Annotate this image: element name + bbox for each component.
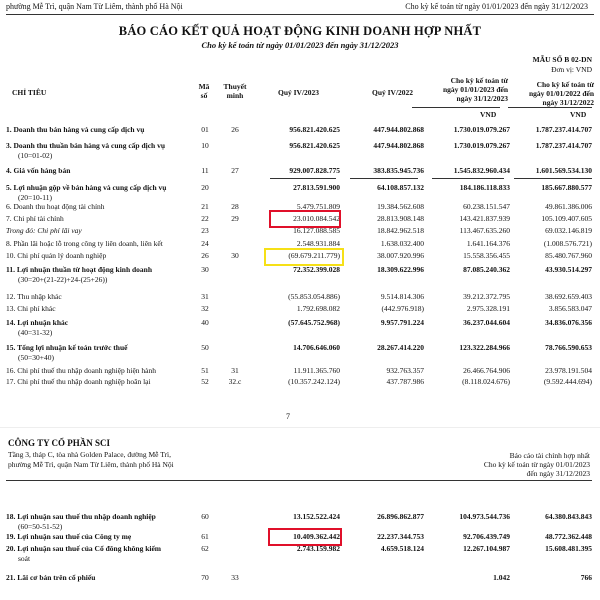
row-code: 70 — [201, 573, 209, 582]
row-q4-2022: 28.267.414.220 — [377, 343, 424, 352]
subtotal-rule — [514, 178, 592, 179]
row-label: 7. Chi phí tài chính — [6, 214, 64, 223]
unit-vnd-1: VND — [480, 110, 497, 119]
subtotal-rule — [432, 178, 504, 179]
header-rule-2 — [6, 480, 592, 481]
table-row — [6, 318, 592, 338]
row-code: 10 — [201, 141, 209, 150]
row-label: 17. Chi phí thuế thu nhập doanh nghiệp hoãn lại — [6, 377, 151, 386]
col-ytd-2022 — [502, 80, 594, 107]
row-ytd-2023: 1.641.164.376 — [466, 239, 510, 248]
row-q4-2023: 956.821.420.625 — [289, 141, 340, 150]
row-q4-2022: 932.763.357 — [386, 366, 424, 375]
row-q4-2023: 14.706.646.060 — [293, 343, 340, 352]
row-code: 51 — [201, 366, 209, 375]
row-q4-2022: 447.944.802.868 — [373, 125, 424, 134]
row-note: 26 — [231, 125, 239, 134]
address-line1: Tầng 3, tháp C, tòa nhà Golden Palace, đường Mễ Trì, — [8, 450, 172, 459]
row-ytd-2022: 3.856.583.047 — [548, 304, 592, 313]
row-label-formula: (40=31-32) — [18, 328, 53, 337]
row-ytd-2023: (8.118.024.676) — [462, 377, 510, 386]
row-label: 8. Phần lãi hoặc lỗ trong công ty liên doanh, liên kết — [6, 239, 163, 248]
row-code: 11 — [201, 166, 209, 175]
row-q4-2023: 13.152.522.424 — [293, 512, 340, 521]
row-note: 31 — [231, 366, 239, 375]
form-unit: Đơn vị: VND — [551, 65, 592, 74]
company-address — [8, 450, 268, 470]
row-q4-2023: 2.548.931.884 — [296, 239, 340, 248]
row-q4-2023: 956.821.420.625 — [289, 125, 340, 134]
row-label: Trong đó: Chi phí lãi vay — [6, 226, 82, 235]
row-q4-2023: 2.743.159.982 — [296, 544, 340, 553]
report-info — [484, 451, 590, 478]
row-q4-2023: 1.792.698.082 — [296, 304, 340, 313]
page-header — [6, 2, 594, 14]
header-address: phường Mễ Trì, quận Nam Từ Liêm, thành phố Hà Nội — [6, 2, 183, 11]
row-q4-2023: 929.007.828.775 — [289, 166, 340, 175]
row-note: 28 — [231, 202, 239, 211]
row-label: 10. Chi phí quản lý doanh nghiệp — [6, 251, 107, 260]
table-row — [6, 343, 592, 363]
row-q4-2022: 437.787.986 — [386, 377, 424, 386]
table-row — [6, 377, 592, 397]
row-ytd-2023: 123.322.284.966 — [459, 343, 510, 352]
row-q4-2022: 64.108.857.132 — [377, 183, 424, 192]
header-rule — [6, 14, 594, 15]
row-ytd-2022: 766 — [580, 573, 592, 582]
row-label: 20. Lợi nhuận sau thuế của Cổ đông không kiểm — [6, 544, 162, 553]
row-ytd-2023: 92.706.439.749 — [463, 532, 510, 541]
col-q4-2022: Quý IV/2022 — [372, 88, 414, 97]
subtotal-rule — [270, 178, 336, 179]
col-thuyet-minh-line2: minh — [226, 91, 244, 100]
col-ytd-2023-line3: ngày 31/12/2023 — [456, 94, 508, 103]
col-ytd-2022-line1: Cho kỳ kế toán từ — [536, 80, 594, 89]
col-ytd-2022-line3: ngày 31/12/2022 — [542, 98, 594, 107]
report-title: BÁO CÁO KẾT QUẢ HOẠT ĐỘNG KINH DOANH HỢP NHẤT — [118, 24, 482, 38]
row-q4-2023: (10.357.242.124) — [288, 377, 340, 386]
row-label-formula: (60=50-51-52) — [18, 522, 63, 531]
company-name: CÔNG TY CỔ PHẦN SCI — [8, 438, 111, 448]
row-ytd-2023: 15.558.356.455 — [463, 251, 510, 260]
row-label: 15. Tổng lợi nhuận kế toán trước thuế — [6, 343, 128, 352]
page-separator — [0, 427, 600, 428]
row-note: 27 — [231, 166, 239, 175]
row-ytd-2022: 105.109.407.605 — [541, 214, 592, 223]
row-label: 19. Lợi nhuận sau thuế của Công ty mẹ — [6, 532, 132, 541]
row-ytd-2022: 85.480.767.960 — [545, 251, 592, 260]
row-label: 21. Lãi cơ bản trên cổ phiếu — [6, 573, 96, 582]
row-ytd-2022: 34.836.076.356 — [545, 318, 592, 327]
row-code: 24 — [201, 239, 209, 248]
report-info-line1: Báo cáo tài chính hợp nhất — [509, 451, 590, 460]
row-ytd-2023: 113.467.635.260 — [459, 226, 510, 235]
row-ytd-2023: 60.238.151.547 — [463, 202, 510, 211]
row-ytd-2022: 78.766.590.653 — [545, 343, 592, 352]
row-q4-2023: 72.352.399.028 — [293, 265, 340, 274]
row-ytd-2023: 36.237.044.604 — [463, 318, 510, 327]
row-q4-2022: 9.957.791.224 — [380, 318, 424, 327]
row-label: 16. Chi phí thuế thu nhập doanh nghiệp hiện hành — [6, 366, 156, 375]
row-q4-2022: 18.842.962.518 — [377, 226, 424, 235]
row-ytd-2023: 104.973.544.736 — [459, 512, 510, 521]
row-q4-2022: 26.896.862.877 — [377, 512, 424, 521]
col-thuyet-minh-line1: Thuyết — [223, 82, 247, 91]
table-header — [6, 76, 592, 116]
row-code: 61 — [201, 532, 209, 541]
form-code: MẪU SỐ B 02-DN — [532, 55, 592, 64]
row-q4-2023: 5.479.751.809 — [296, 202, 340, 211]
row-ytd-2022: 48.772.362.448 — [545, 532, 592, 541]
row-code: 30 — [201, 265, 209, 274]
report-info-line3: đến ngày 31/12/2023 — [526, 469, 590, 478]
col-ma-so-line2: số — [200, 91, 208, 100]
report-subtitle: Cho kỳ kế toán từ ngày 01/01/2023 đến ngày 31/12/2023 — [201, 40, 399, 50]
row-ytd-2022: 185.667.880.577 — [541, 183, 592, 192]
row-ytd-2023: 1.730.019.079.267 — [453, 125, 510, 134]
row-q4-2022: 18.309.622.996 — [377, 265, 424, 274]
row-q4-2022: 1.638.032.400 — [380, 239, 424, 248]
row-q4-2023: 10.409.362.442 — [293, 532, 340, 541]
row-ytd-2022: 15.608.481.395 — [545, 544, 592, 553]
row-label: 5. Lợi nhuận gộp về bán hàng và cung cấp dịch vụ — [6, 183, 167, 192]
col-ytd-2023-line1: Cho kỳ kế toán từ — [450, 76, 508, 85]
row-ytd-2023: 12.267.104.987 — [463, 544, 510, 553]
row-ytd-2022: 69.032.146.819 — [545, 226, 592, 235]
row-label: 13. Chi phí khác — [6, 304, 56, 313]
row-note: 33 — [231, 573, 239, 582]
table-row — [6, 544, 592, 564]
row-q4-2022: 447.944.802.868 — [373, 141, 424, 150]
row-code: 20 — [201, 183, 209, 192]
highlight-finance-cost — [269, 210, 341, 228]
row-code: 50 — [201, 343, 209, 352]
row-code: 60 — [201, 512, 209, 521]
row-q4-2022: 383.835.945.736 — [373, 166, 424, 175]
col-thuyet-minh — [220, 82, 250, 100]
row-q4-2023: (55.853.054.886) — [288, 292, 340, 301]
vnd-rule-2 — [508, 107, 592, 108]
address-line2: phường Mễ Trì, quận Nam Từ Liêm, thành phố Hà Nội — [8, 460, 174, 469]
col-ma-so-line1: Mã — [198, 82, 210, 91]
highlight-admin-expense — [264, 248, 344, 266]
row-note: 30 — [231, 251, 239, 260]
row-code: 26 — [201, 251, 209, 260]
row-label: 6. Doanh thu hoạt động tài chính — [6, 202, 105, 211]
row-label: 18. Lợi nhuận sau thuế thu nhập doanh nghiệp — [6, 512, 156, 521]
row-label-formula: (20=10-11) — [18, 193, 52, 202]
col-ma-so — [196, 82, 212, 100]
vnd-rule-1 — [412, 107, 500, 108]
report-info-line2: Cho kỳ kế toán từ ngày 01/01/2023 — [483, 460, 590, 469]
row-label: 12. Thu nhập khác — [6, 292, 62, 301]
row-ytd-2022: 23.978.191.504 — [545, 366, 592, 375]
col-ytd-2022-line2: ngày 01/01/2022 đến — [528, 89, 594, 98]
page-number: 7 — [286, 412, 290, 421]
header-period: Cho kỳ kế toán từ ngày 01/01/2023 đến ngày 31/12/2023 — [405, 2, 588, 11]
row-code: 22 — [201, 214, 209, 223]
row-q4-2022: 19.384.562.608 — [377, 202, 424, 211]
row-ytd-2023: 143.421.837.939 — [459, 214, 510, 223]
row-ytd-2023: 1.042 — [493, 573, 510, 582]
col-chi-tieu: CHỈ TIÊU — [12, 88, 47, 97]
row-ytd-2022: (9.592.444.694) — [543, 377, 592, 386]
row-code: 62 — [201, 544, 209, 553]
form-info — [533, 55, 592, 75]
row-code: 40 — [201, 318, 209, 327]
row-ytd-2023: 26.466.764.906 — [463, 366, 510, 375]
col-ytd-2023 — [416, 76, 508, 103]
row-ytd-2022: 38.692.659.403 — [545, 292, 592, 301]
row-code: 52 — [201, 377, 209, 386]
row-label-formula: soát — [18, 554, 31, 563]
row-label: 1. Doanh thu bán hàng và cung cấp dịch vụ — [6, 125, 145, 134]
row-ytd-2023: 87.085.240.362 — [463, 265, 510, 274]
row-ytd-2022: 49.861.386.006 — [545, 202, 592, 211]
row-label-formula: (50=30+40) — [18, 353, 54, 362]
row-code: 23 — [201, 226, 209, 235]
unit-vnd-2: VND — [570, 110, 587, 119]
row-ytd-2022: 1.787.237.414.707 — [535, 141, 592, 150]
row-q4-2023: 27.813.591.900 — [293, 183, 340, 192]
row-ytd-2022: 43.930.514.297 — [545, 265, 592, 274]
row-q4-2023: (69.679.211.779) — [288, 251, 340, 260]
row-label: 3. Doanh thu thuần bán hàng và cung cấp dịch vụ — [6, 141, 166, 150]
row-label: 4. Giá vốn hàng bán — [6, 166, 71, 175]
table-row — [6, 183, 592, 203]
row-ytd-2023: 2.975.328.191 — [466, 304, 510, 313]
table-row — [6, 141, 592, 161]
row-label-formula: (10=01-02) — [18, 151, 53, 160]
row-ytd-2023: 1.545.832.960.434 — [453, 166, 510, 175]
row-label-formula: (30=20+(21-22)+24-(25+26)) — [18, 275, 108, 284]
row-q4-2023: (57.645.752.968) — [288, 318, 340, 327]
row-ytd-2022: 64.380.843.843 — [545, 512, 592, 521]
row-note: 32.c — [228, 377, 242, 386]
row-ytd-2023: 184.186.118.833 — [459, 183, 510, 192]
row-label: 11. Lợi nhuận thuần từ hoạt động kinh doanh — [6, 265, 153, 274]
row-code: 21 — [201, 202, 209, 211]
row-code: 31 — [201, 292, 209, 301]
row-ytd-2022: (1.008.576.721) — [543, 239, 592, 248]
table-row — [6, 573, 592, 593]
row-q4-2023: 23.010.084.542 — [293, 214, 340, 223]
row-ytd-2022: 1.601.569.534.130 — [535, 166, 592, 175]
row-label: 14. Lợi nhuận khác — [6, 318, 69, 327]
row-code: 01 — [201, 125, 209, 134]
row-ytd-2023: 1.730.019.079.267 — [453, 141, 510, 150]
row-q4-2022: 4.659.518.124 — [380, 544, 424, 553]
row-q4-2023: 11.911.365.760 — [293, 366, 340, 375]
row-ytd-2022: 1.787.237.414.707 — [535, 125, 592, 134]
row-q4-2022: 9.514.814.306 — [380, 292, 424, 301]
row-code: 32 — [201, 304, 209, 313]
col-ytd-2023-line2: ngày 01/01/2023 đến — [442, 85, 508, 94]
row-q4-2022: (442.976.918) — [381, 304, 424, 313]
row-q4-2023: 16.127.088.585 — [293, 226, 340, 235]
row-ytd-2023: 39.212.372.795 — [463, 292, 510, 301]
highlight-parent-profit — [268, 528, 342, 546]
row-q4-2022: 38.007.920.996 — [377, 251, 424, 260]
row-q4-2022: 28.813.908.148 — [377, 214, 424, 223]
table-row — [6, 265, 592, 285]
subtotal-rule — [350, 178, 418, 179]
col-q4-2023: Quý IV/2023 — [278, 88, 320, 97]
row-q4-2022: 22.237.344.753 — [377, 532, 424, 541]
row-note: 29 — [231, 214, 239, 223]
